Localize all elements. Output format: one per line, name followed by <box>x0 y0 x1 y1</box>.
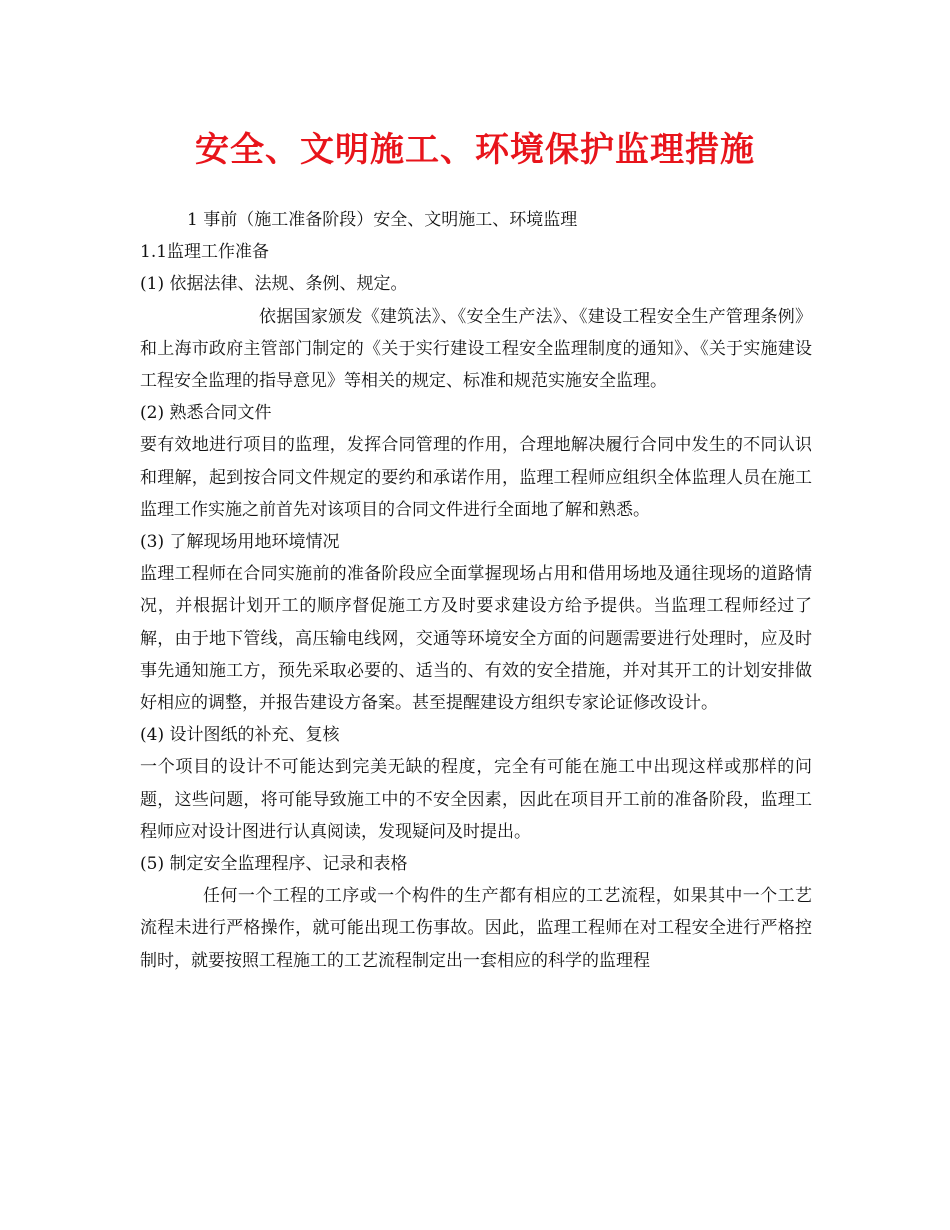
item-heading: (2) 熟悉合同文件 <box>140 403 272 424</box>
paragraph: 监理工程师在合同实施前的准备阶段应全面掌握现场占用和借用场地及通往现场的道路情况，并根据计划开工的顺序督促施工方及时要求建设方给予提供。当监理工程师经过了解，由于地下管线，高压输电线网，交通等环境安全方面的问题需要进行处理时，应及时事先通知施工方，预先采取必要的、适当的、有效的安全措施，并对其开工的计划安排做好相应的调整，并报告建设方备案。甚至提醒建设方组织专家论证修改设计。 <box>140 564 812 714</box>
item-heading: (1) 依据法律、法规、条例、规定。 <box>140 274 408 295</box>
document-title: 安全、文明施工、环境保护监理措施 <box>195 130 755 170</box>
item-heading: (4) 设计图纸的补充、复核 <box>140 725 340 746</box>
paragraph: 要有效地进行项目的监理，发挥合同管理的作用，合理地解决履行合同中发生的不同认识和理解，起到按合同文件规定的要约和承诺作用，监理工程师应组织全体监理人员在施工监理工作实施之前首先对该项目的合同文件进行全面地了解和熟悉。 <box>140 435 812 520</box>
subsection-heading: 1.1监理工作准备 <box>140 242 270 263</box>
paragraph: 一个项目的设计不可能达到完美无缺的程度，完全有可能在施工中出现这样或那样的问题，这些问题，将可能导致施工中的不安全因素，因此在项目开工前的准备阶段，监理工程师应对设计图进行认真阅读，发现疑问及时提出。 <box>140 757 812 842</box>
paragraph: 任何一个工程的工序或一个构件的生产都有相应的工艺流程，如果其中一个工艺流程未进行严格操作，就可能出现工伤事故。因此，监理工程师在对工程安全进行严格控制时，就要按照工程施工的工艺流程制定出一套相应的科学的监理程 <box>140 886 812 971</box>
paragraph: 依据国家颁发《建筑法》、《安全生产法》、《建设工程安全生产管理条例》和上海市政府主管部门制定的《关于实行建设工程安全监理制度的通知》、《关于实施建设工程安全监理的指导意见》等相关的规定、标准和规范实施安全监理。 <box>140 306 812 392</box>
item-heading: (3) 了解现场用地环境情况 <box>140 532 340 553</box>
section-heading: 1 事前（施工准备阶段）安全、文明施工、环境监理 <box>187 210 578 230</box>
item-heading: (5) 制定安全监理程序、记录和表格 <box>140 854 408 875</box>
document-body <box>140 204 812 977</box>
